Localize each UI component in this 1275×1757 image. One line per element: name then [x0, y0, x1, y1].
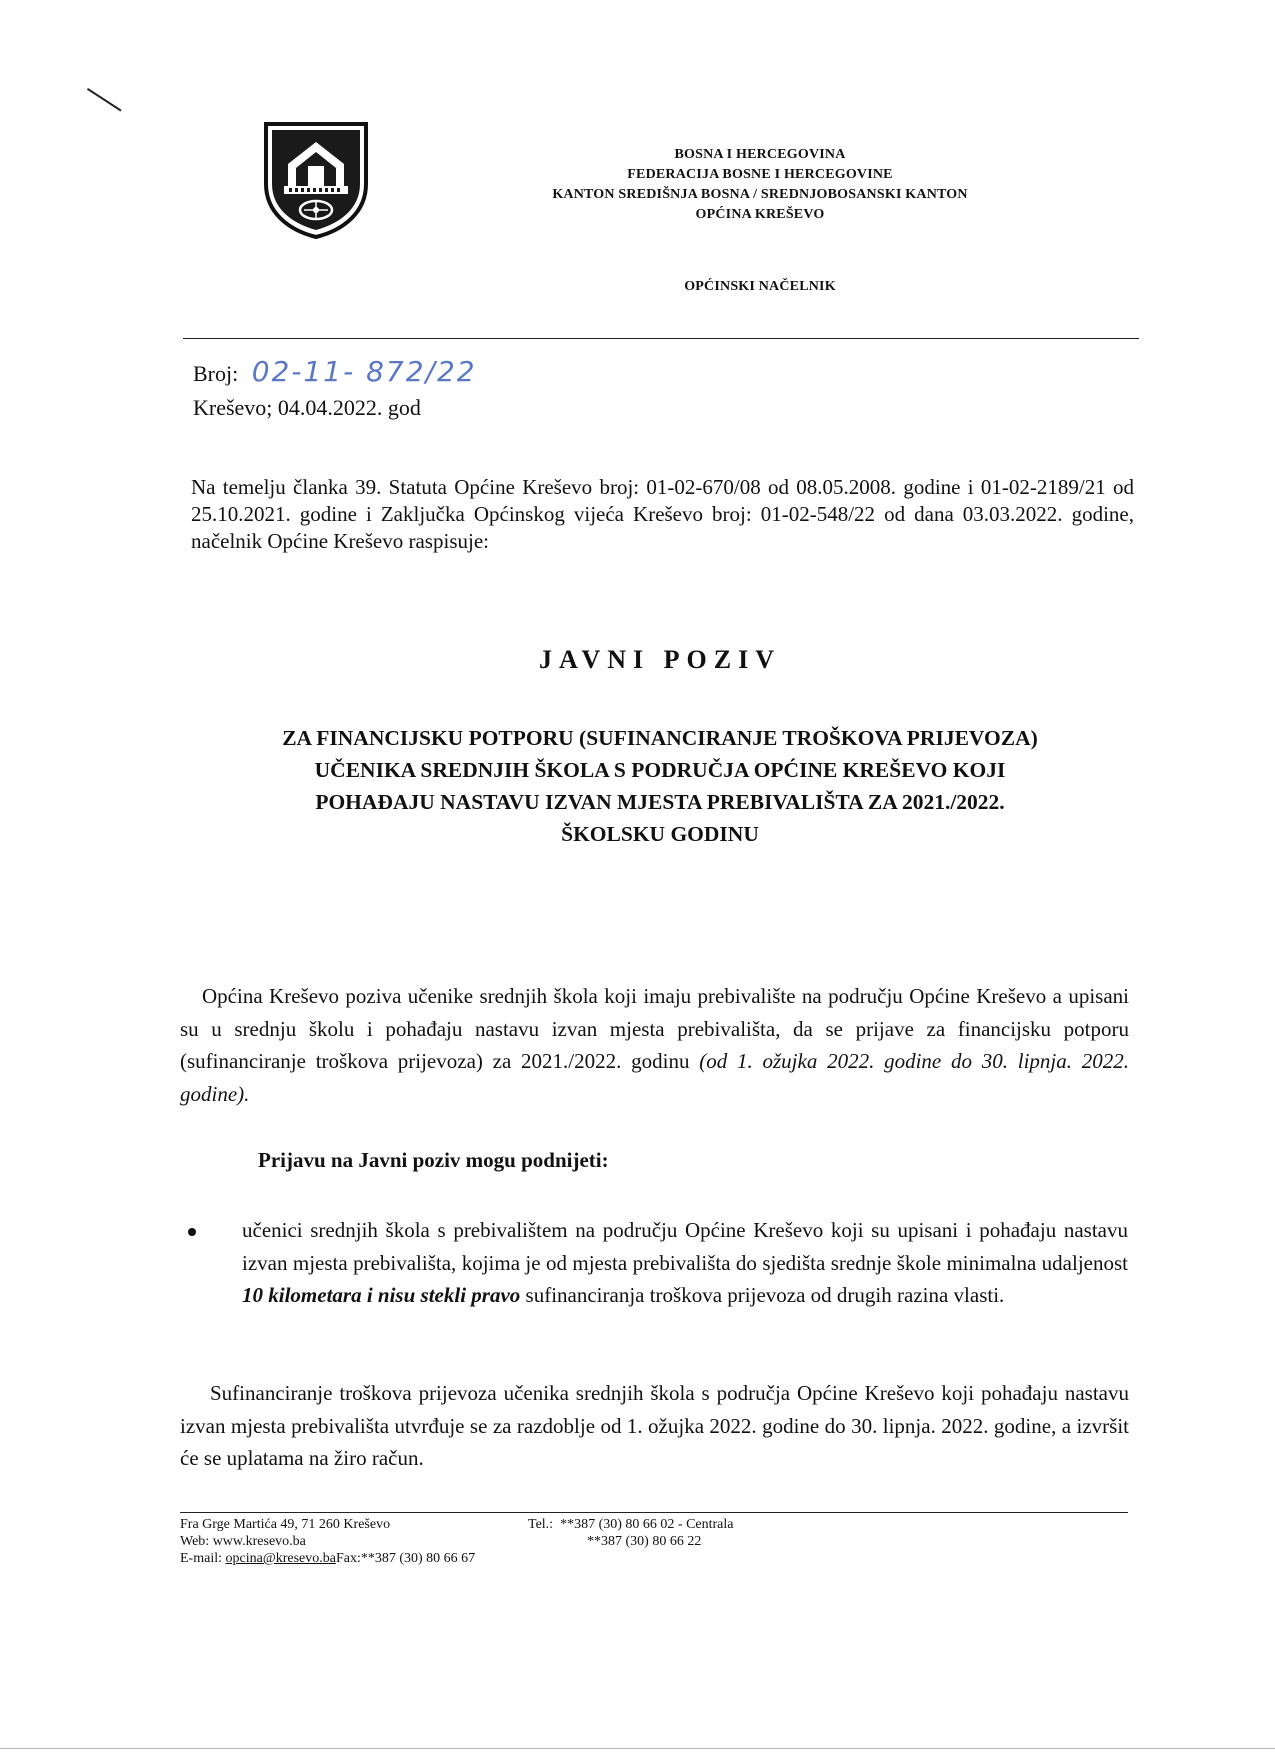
eligibility-text: učenici srednjih škola s prebivalištem na području Općine Kreševo koji su upisani i pohađaju nastavu izvan mjesta prebivališta, kojima je od mjesta prebivališta do sjedišta srednje škole minimalna udaljenost	[242, 1218, 1128, 1275]
header-divider	[183, 338, 1139, 339]
footer-tel-row	[528, 1516, 888, 1533]
reference-date: Kreševo; 04.04.2022. god	[193, 395, 421, 420]
handwritten-number: 02-11- 872/22	[251, 355, 477, 388]
eligibility-heading: Prijavu na Javni poziv mogu podnijeti:	[258, 1148, 609, 1172]
subtitle-line: POHAĐAJU NASTAVU IZVAN MJESTA PREBIVALIŠTA ZA 2021./2022.	[315, 790, 1005, 814]
footer-tel-label: Tel.:	[528, 1517, 554, 1532]
eligibility-emphasis: 10 kilometara i nisu stekli pravo	[242, 1283, 521, 1307]
letterhead-line: FEDERACIJA BOSNE I HERCEGOVINE	[627, 167, 893, 182]
cofinancing-paragraph: Sufinanciranje troškova prijevoza učenika srednjih škola s područja Općine Kreševo koji pohađaju nastavu izvan mjesta prebivališta utvrđuje se za razdoblje od 1. ožujka 2022. godine do 30. lipnja. 2022. godine, a izvršit će se uplatama na žiro račun.	[180, 1381, 1129, 1470]
office-name: OPĆINSKI NAČELNIK	[684, 279, 836, 294]
scan-mark	[87, 88, 122, 111]
footer-divider	[180, 1512, 1128, 1513]
invitation-text: Općina Kreševo poziva učenike srednjih škola koji imaju prebivalište na području Općine Kreševo a upisani su u srednju školu i pohađaju nastavu izvan mjesta prebivališta, da se prijave za financijsku potporu (sufinanciranje troškova prijevoza) za 2021./2022. godinu	[180, 984, 1129, 1073]
subtitle-line: ŠKOLSKU GODINU	[561, 822, 759, 846]
letterhead-line: KANTON SREDIŠNJA BOSNA / SREDNJOBOSANSKI KANTON	[552, 187, 968, 202]
letterhead	[480, 145, 1040, 225]
reference-label: Broj:	[193, 361, 239, 386]
municipality-crest-icon	[262, 120, 370, 240]
document-title: JAVNI POZIV	[539, 645, 781, 674]
invitation-period: (od 1. ožujka 2022. godine do 30. lipnja. 2022. godine).	[180, 1049, 1130, 1106]
footer-address: Fra Grge Martića 49, 71 260 Kreševo	[180, 1517, 391, 1532]
footer-email-row	[180, 1550, 540, 1567]
subtitle-line: ZA FINANCIJSKU POTPORU (SUFINANCIRANJE TROŠKOVA PRIJEVOZA)	[282, 726, 1038, 750]
intro-paragraph: Na temelju članka 39. Statuta Općine Kreševo broj: 01-02-670/08 od 08.05.2008. godine i 01-02-2189/21 od 25.10.2021. godine i Zaključka Općinskog vijeća Kreševo broj: 01-02-548/22 od dana 03.03.2022. godine, načelnik Općine Kreševo raspisuje:	[191, 475, 1134, 553]
footer-email-label: E-mail:	[180, 1551, 222, 1566]
document-subtitle	[200, 722, 1120, 850]
eligibility-text-end: sufinanciranja troškova prijevoza od drugih razina vlasti.	[525, 1283, 1005, 1307]
bullet-icon	[188, 1228, 196, 1236]
footer-web: Web: www.kresevo.ba	[180, 1534, 306, 1549]
letterhead-line: BOSNA I HERCEGOVINA	[674, 147, 846, 162]
subtitle-line: UČENIKA SREDNJIH ŠKOLA S PODRUČJA OPĆINE KREŠEVO KOJI	[314, 758, 1006, 782]
footer-tel2: **387 (30) 80 66 22	[587, 1534, 702, 1549]
footer-contact	[180, 1516, 540, 1567]
footer-fax: Fax:**387 (30) 80 66 67	[335, 1551, 476, 1566]
footer-email-link[interactable]: opcina@kresevo.ba	[225, 1551, 336, 1566]
footer-phones	[528, 1516, 888, 1550]
invitation-paragraph	[180, 980, 1129, 1110]
letterhead-line: OPĆINA KREŠEVO	[695, 207, 825, 222]
reference-number	[193, 355, 477, 388]
footer-tel1: **387 (30) 80 66 02 - Centrala	[560, 1517, 734, 1532]
eligibility-item	[242, 1214, 1128, 1312]
scan-edge	[0, 1748, 1275, 1749]
